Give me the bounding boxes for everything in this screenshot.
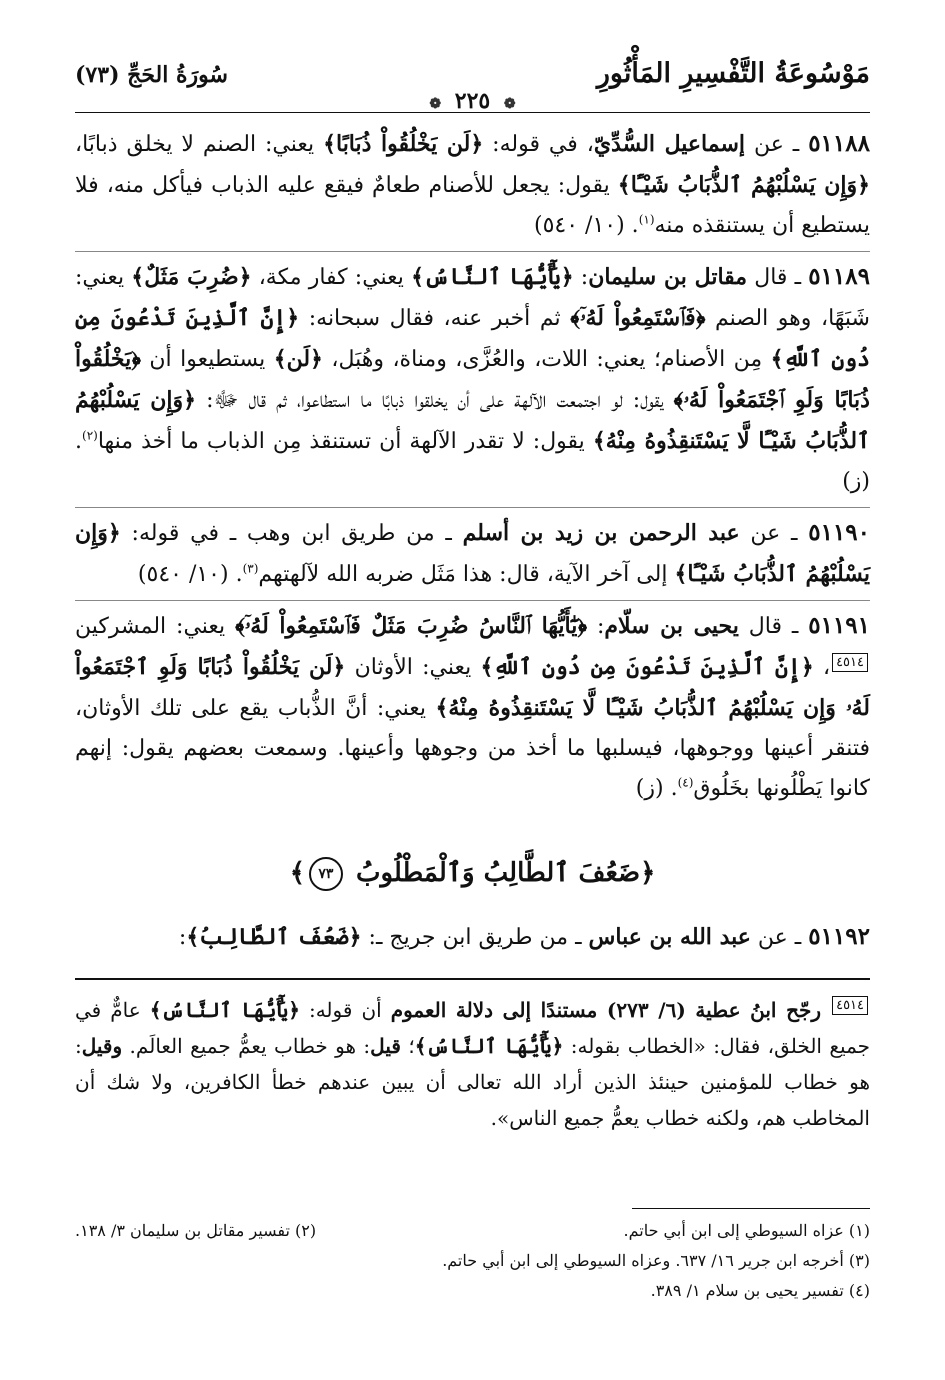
scholar-note-number: ٤٥١٤ [832, 996, 868, 1015]
text: ـ قال [747, 265, 809, 290]
entry-number: ٥١١٩٠ [808, 519, 870, 546]
footnote-row [75, 1216, 870, 1246]
entry-number: ٥١١٩٢ [808, 923, 870, 950]
text: : هو خطاب للمؤمنين حينئذ الذين أراد الله تعالى أن يبين عندهم خطأ الكافرين، ولا شك أن المخاطب هم، ولكنه خطاب يعمُّ جميع الناس». [75, 1034, 870, 1130]
text: يعني: الصنم لا يخلق ذبابًا، [75, 132, 324, 157]
footnote-ref[interactable]: (١) [638, 212, 655, 227]
surah-header [75, 62, 228, 88]
note-keyword: قيل [370, 1034, 401, 1058]
quran-quote: ﴿فَٱسْتَمِعُواْ لَهُۥٓ﴾ [570, 305, 706, 331]
text: عامٌّ في جميع الخلق، فقال: «الخطاب بقوله: [75, 998, 870, 1058]
footnote-4: (٤) تفسير يحيى بن سلام ١/ ٣٨٩. [650, 1281, 870, 1300]
footnotes [75, 1216, 870, 1306]
footnote-1: (١) عزاه السيوطي إلى ابن أبي حاتم. [623, 1221, 870, 1240]
surah-name: سُورَةُ الحَجِّ [127, 62, 228, 88]
text: ؛ [400, 1034, 415, 1058]
text: : هو خطاب يعمُّ جميع العالَم. [122, 1034, 371, 1058]
reference: . (١٠/ ٥٤٠) [137, 562, 243, 587]
quran-quote: ﴿وَإِن يَسْلُبْهُمُ ٱلذُّبَابُ شَيْـًٔا﴾ [75, 520, 870, 587]
text: : [178, 925, 187, 950]
narrator-name: عبد الرحمن بن زيد بن أسلم [462, 520, 740, 546]
note-lead: رجّح ابنُ عطية (٦/ ٢٧٣) مستندًا إلى دلالة العموم [390, 998, 822, 1022]
quran-quote: ﴿يَخْلُقُواْ ذُبَابًا وَلَوِ ٱجْتَمَعُواْ لَهُۥ﴾ [75, 346, 870, 413]
text: ـ من طريق ابن جريج ـ: [361, 925, 589, 950]
quran-quote: ﴿لَن يَخْلُقُواْ ذُبَابًا﴾ [323, 131, 484, 157]
footnote-ref[interactable]: (٢) [82, 428, 98, 443]
page-number: ٢٢٥ [454, 88, 491, 114]
text: يقول: يجعل للأصنام طعامٌ فيقع عليه الذباب فيأكل منه، فلا يستطيع أن يستنقذه منه [75, 173, 870, 238]
text: مِن الأصنام؛ يعني: اللات، والعُزَّى، ومناة، وهُبَل، [322, 347, 771, 372]
footnote-ref[interactable]: (٤) [677, 775, 694, 790]
scholar-note [75, 992, 870, 1136]
scholar-note-ref[interactable]: ٤٥١٤ [832, 653, 868, 672]
text: ـ قال [738, 614, 809, 639]
text: يعني: الأوثان [345, 655, 481, 680]
text: ـ عن [745, 132, 809, 157]
footnote-3: (٣) أخرجه ابن جرير ١٦/ ٦٣٧. وعزاه السيوطي إلى ابن أبي حاتم. [442, 1251, 870, 1270]
ornament-icon: ❁ [503, 96, 516, 112]
text: ثم أخبر عنه، فقال سبحانه: [299, 306, 571, 331]
quran-quote: ﴿يَٰٓأَيُّهَا ٱلنَّاسُ ضُرِبَ مَثَلٌ فَٱسْتَمِعُواْ لَهُۥٓ﴾ [235, 613, 588, 639]
narrator-name: مقاتل بن سليمان [588, 264, 748, 290]
quran-quote: ﴿ضَعُفَ ٱلطَّالِبُ﴾ [186, 924, 362, 950]
entry-51188 [75, 124, 870, 246]
narrator-name: يحيى بن سلّام [604, 613, 739, 639]
entry-number: ٥١١٩١ [808, 612, 870, 639]
footnote-rule [632, 1208, 870, 1209]
text: ، في قوله: [483, 132, 594, 157]
quran-quote: ﴿وَإِن يَسْلُبْهُمُ ٱلذُّبَابُ شَيْـًٔا﴾ [617, 172, 870, 198]
text: ـ عن [739, 521, 809, 546]
ayah-heading [75, 857, 870, 891]
reference: . (ز) [75, 429, 870, 494]
text: يعني: المشركين [75, 614, 236, 639]
quran-quote: ﴿وَإِن يَسْلُبْهُمُ ٱلذُّبَابُ شَيْـًٔا لَّا يَسْتَنقِذُوهُ مِنْهُ﴾ [75, 387, 871, 454]
quran-quote: ﴿يَٰٓأَيُّهَا ٱلنَّاسُ﴾ [411, 264, 574, 290]
running-header [75, 58, 870, 114]
text: أن قوله: [299, 998, 391, 1022]
ayah-close: ﴾ [289, 858, 305, 888]
quran-quote: ﴿يَٰٓأَيُّهَا ٱلنَّاسُ﴾ [149, 998, 300, 1022]
text: : [573, 265, 589, 290]
ayah-number-icon: ٧٣ [309, 857, 343, 891]
ornament-icon: ❁ [429, 96, 442, 112]
text: ـ من طريق ابن وهب ـ في قوله: [120, 521, 463, 546]
ayah-text: ﴿ضَعُفَ ٱلطَّالِبُ وَٱلْمَطْلُوبُ [355, 858, 656, 888]
text: يعني: أنَّ الذُّباب يقع على تلك الأوثان، فتنقر أعينها ووجوهها، فيسلبها ما أخذ من وجوهها وأعينها. وسمعت بعضهم يقول: إنهم كانوا يَطْلُونها بخَلُوق [75, 696, 870, 801]
note-keyword: وقيل [81, 1034, 123, 1058]
text: إلى آخر الآية، قال: هذا مَثَل ضربه الله لآلهتهم [258, 562, 675, 587]
text: يعني: كفار مكة، [251, 265, 412, 290]
entry-51190 [75, 513, 870, 595]
text: يقول: لو اجتمعت الآلهة على أن يخلقوا ذبابًا ما استطاعوا، ثم قال ﷻ: [196, 388, 674, 413]
quran-quote: ﴿ضُرِبَ مَثَلٌ﴾ [131, 264, 252, 290]
text: ، [813, 655, 831, 680]
quran-quote: ﴿إِنَّ ٱلَّذِينَ تَدْعُونَ مِن دُونِ ٱللَّهِ﴾ [480, 654, 814, 680]
quran-quote: ﴿إِنَّ ٱلَّذِينَ تَدْعُونَ مِن دُونِ ٱللَّهِ﴾ [75, 305, 870, 372]
entry-51189 [75, 257, 870, 502]
footnote-ref[interactable]: (٣) [242, 561, 259, 576]
entry-separator [75, 600, 870, 601]
header-rule [75, 112, 870, 113]
page-number-block [75, 88, 870, 114]
scholar-note-rule [75, 978, 870, 980]
entry-separator [75, 251, 870, 252]
text: يعني: شَبَهًا، وهو الصنم [75, 265, 870, 331]
entry-separator [75, 507, 870, 508]
text: : [587, 614, 605, 639]
reference: . (ز) [635, 776, 678, 801]
book-title: مَوْسُوعَةُ التَّفْسِيرِ المَأْثُورِ [596, 58, 870, 89]
text: ـ عن [750, 925, 809, 950]
entry-number: ٥١١٨٩ [808, 263, 870, 290]
quran-quote: ﴿لَن﴾ [273, 346, 323, 372]
reference: . (١٠/ ٥٤٠) [534, 213, 639, 238]
footnote-2: (٢) تفسير مقاتل بن سليمان ٣/ ١٣٨. [75, 1221, 317, 1240]
surah-number: (٧٣) [75, 62, 120, 88]
entry-51192 [75, 917, 870, 958]
entry-51191 [75, 606, 870, 809]
quran-quote: ﴿يَٰٓأَيُّهَا ٱلنَّاسُ﴾ [414, 1034, 564, 1058]
narrator-name: إسماعيل السُّدِّيّ [593, 131, 746, 157]
main-text [75, 124, 870, 1136]
quran-quote: ﴿لَن يَخْلُقُواْ ذُبَابًا وَلَوِ ٱجْتَمَعُواْ لَهُۥ وَإِن يَسْلُبْهُمُ ٱلذُّبَابُ شَيْـًٔا لَّا يَسْتَنقِذُوهُ مِنْهُ﴾ [75, 654, 870, 721]
text: يستطيعوا أن [140, 347, 274, 372]
narrator-name: عبد الله بن عباس [588, 924, 751, 950]
entry-number: ٥١١٨٨ [808, 130, 870, 157]
text: يقول: لا تقدر الآلهة أن تستنقذ مِن الذباب ما أخذ منها [97, 429, 593, 454]
